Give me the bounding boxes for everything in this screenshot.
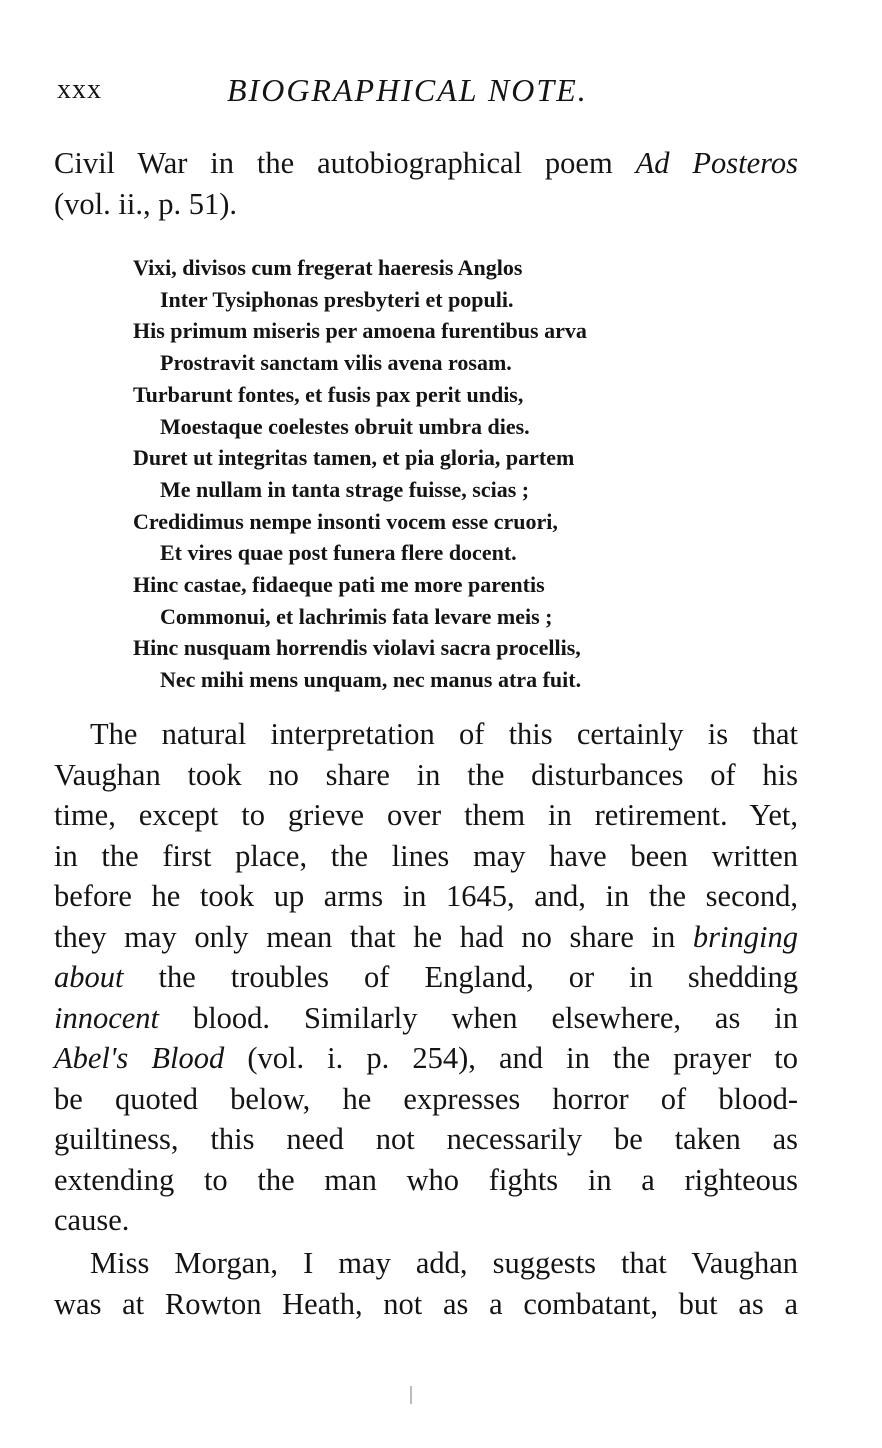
text-line: was at Rowton Heath, not as a combatant, but as a [54, 1286, 798, 1321]
text-line: Vaughan took no share in the disturbances of his [54, 757, 798, 792]
poem-line: Inter Tysiphonas presbyteri et populi. [160, 286, 514, 312]
emphasis: about [54, 960, 124, 994]
text-line: they may only mean that he had no share in bringing [54, 919, 798, 954]
running-head: BIOGRAPHICAL NOTE. [227, 72, 588, 108]
poem-line: Credidimus nempe insonti vocem esse cruori, [133, 508, 558, 534]
work-title-emphasis: Abel's Blood [54, 1041, 225, 1075]
paragraph-morgan [54, 1243, 798, 1324]
poem-line: Turbarunt fontes, et fusis pax perit undis, [133, 381, 524, 407]
page-number: xxx [57, 74, 102, 105]
emphasis: innocent [54, 1000, 160, 1035]
poem-line: Et vires quae post funera flere docent. [160, 540, 517, 566]
poem-line: Me nullam in tanta strage fuisse, scias ; [160, 476, 530, 502]
text-line: Miss Morgan, I may add, suggests that Vaughan [90, 1246, 798, 1280]
text-line: about the troubles of England, or in shedding [54, 960, 798, 994]
poem-title-emphasis: Ad Posteros [635, 146, 799, 180]
text-line: cause. [54, 1203, 130, 1237]
poem-line: Duret ut integritas tamen, et pia gloria, partem [133, 445, 575, 471]
poem-line: His primum miseris per amoena furentibus arva [133, 318, 587, 344]
latin-poem [133, 252, 733, 696]
poem-line: Hinc castae, fidaeque pati me more parentis [133, 572, 545, 598]
poem-line: Hinc nusquam horrendis violavi sacra procellis, [133, 635, 581, 661]
intro-paragraph [54, 143, 798, 224]
text-line: extending to the man who fights in a righteous [54, 1162, 798, 1197]
text-line: guiltiness, this need not necessarily be taken as [54, 1122, 798, 1156]
text-line: before he took up arms in 1645, and, in the second, [54, 879, 798, 913]
page-header [57, 72, 817, 112]
poem-line: Moestaque coelestes obruit umbra dies. [160, 413, 530, 439]
text-line: time, except to grieve over them in retirement. Yet, [54, 798, 798, 832]
text-line: (vol. ii., p. 51). [54, 186, 237, 221]
text-line: in the first place, the lines may have been written [54, 838, 798, 873]
text-line: The natural interpretation of this certainly is that [90, 717, 798, 751]
text-line: be quoted below, he expresses horror of blood- [54, 1081, 798, 1116]
poem-line: Nec mihi mens unquam, nec manus atra fuit. [160, 667, 582, 693]
text-line: Abel's Blood (vol. i. p. 254), and in the prayer to [54, 1041, 798, 1075]
emphasis: bringing [692, 919, 798, 954]
poem-line: Prostravit sanctam vilis avena rosam. [160, 350, 512, 376]
text-line: innocent blood. Similarly when elsewhere, as in [54, 1000, 798, 1035]
paper-mark [410, 1386, 412, 1404]
poem-line: Commonui, et lachrimis fata levare meis ; [160, 603, 553, 629]
poem-line: Vixi, divisos cum fregerat haeresis Anglos [133, 255, 523, 280]
paragraph-interpretation [54, 714, 798, 1241]
text-line: Civil War in the autobiographical poem Ad Posteros [54, 146, 799, 180]
